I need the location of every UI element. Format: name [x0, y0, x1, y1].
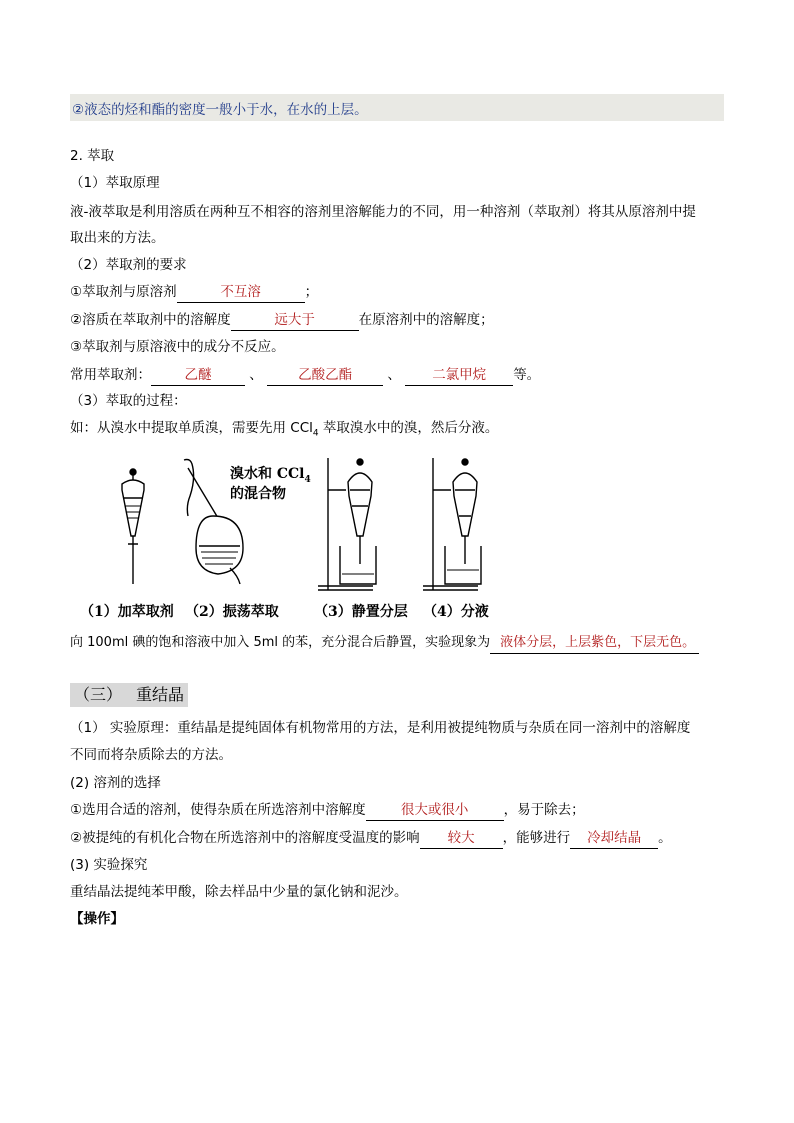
subtitle-principle: （1）萃取原理: [70, 175, 160, 191]
req1-answer: 不互溶: [177, 282, 305, 303]
s2-answer-2: 冷却结晶: [570, 828, 658, 849]
s2-prefix: ②被提纯的有机化合物在所选溶剂中的溶解度受温度的影响: [70, 830, 420, 846]
subtitle-solvent: (2) 溶剂的选择: [70, 775, 161, 791]
extraction-figure: [78, 456, 498, 626]
req2-suffix: 在原溶剂中的溶解度；: [358, 312, 494, 328]
section-recrystallization: [70, 683, 188, 707]
funnel-add-extractant: [122, 469, 144, 584]
recryst-principle-1: （1） 实验原理：重结晶是提纯固体有机物常用的方法，是利用被提纯物质与杂质在同一溶剂中的溶解度: [70, 720, 691, 736]
req1-suffix: ；: [304, 284, 319, 300]
req2-prefix: ②溶质在萃取剂中的溶解度: [70, 312, 231, 328]
example-post: 萃取溴水中的溴，然后分液。: [318, 420, 499, 436]
experiment-text: 重结晶法提纯苯甲酸，除去样品中少量的氯化钠和泥沙。: [70, 884, 408, 900]
s2-mid: ，能够进行: [502, 830, 571, 846]
requirement-3: ③萃取剂与原溶液中的成分不反应。: [70, 339, 285, 355]
note-text: ②液态的烃和酯的密度一般小于水，在水的上层。: [72, 102, 368, 118]
extractant-2: 乙酸乙酯: [267, 365, 383, 386]
sep-1: 、: [249, 367, 263, 383]
extractant-3: 二氯甲烷: [405, 365, 513, 386]
caption-4: （4）分液: [423, 604, 489, 620]
s2-suffix: 。: [658, 830, 672, 846]
subtitle-experiment: (3) 实验探究: [70, 857, 148, 873]
principle-line-2: 取出来的方法。: [70, 230, 165, 246]
obs-prefix: 向 100ml 碘的饱和溶液中加入 5ml 的苯，充分混合后静置，实验现象为: [70, 635, 491, 650]
caption-1: （1）加萃取剂: [80, 604, 174, 620]
sep-2: 、: [387, 367, 401, 383]
req1-prefix: ①萃取剂与原溶剂: [70, 284, 177, 300]
solvent-1: [70, 800, 585, 821]
observation-line: [70, 633, 699, 654]
caption-2: （2）振荡萃取: [185, 604, 279, 620]
note-box: [70, 94, 724, 121]
common-extractants: [70, 365, 540, 386]
funnel-standing: [318, 458, 376, 590]
funnel-separating: [423, 458, 481, 590]
mixture-label-2: 的混合物: [230, 486, 286, 502]
section-title: 重结晶: [136, 685, 185, 704]
example-sub: 4: [312, 428, 319, 439]
requirement-1: [70, 282, 318, 303]
subtitle-process: （3）萃取的过程：: [70, 393, 187, 409]
operation-label: 【操作】: [70, 911, 124, 927]
recryst-principle-2: 不同而将杂质除去的方法。: [70, 747, 232, 763]
s2-answer-1: 较大: [420, 828, 503, 849]
mixture-label-1: 溴水和 CCl$_4$: [230, 466, 311, 485]
subtitle-requirements: （2）萃取剂的要求: [70, 257, 187, 273]
s1-suffix: ，易于除去；: [503, 802, 585, 818]
example-text: [70, 418, 498, 444]
caption-3: （3）静置分层: [314, 604, 408, 620]
section-number: （三）: [74, 685, 123, 704]
example-pre: 如：从溴水中提取单质溴，需要先用 CCl: [70, 420, 313, 436]
principle-line-1: 液-液萃取是利用溶质在两种互不相容的溶剂里溶解能力的不同，用一种溶剂（萃取剂）将其从原溶剂中提: [70, 204, 696, 220]
req2-answer: 远大于: [231, 310, 359, 331]
solvent-2: [70, 828, 672, 849]
section-title-extraction: 2. 萃取: [70, 148, 115, 164]
common-suffix: 等。: [513, 367, 541, 383]
s1-prefix: ①选用合适的溶剂，使得杂质在所选溶剂中溶解度: [70, 802, 366, 818]
extractant-1: 乙醚: [151, 365, 245, 386]
common-prefix: 常用萃取剂：: [70, 367, 151, 383]
obs-answer: 液体分层，上层紫色，下层无色。: [490, 633, 699, 654]
extraction-diagram: [78, 456, 498, 626]
s1-answer: 很大或很小: [366, 800, 504, 821]
requirement-2: [70, 310, 494, 331]
